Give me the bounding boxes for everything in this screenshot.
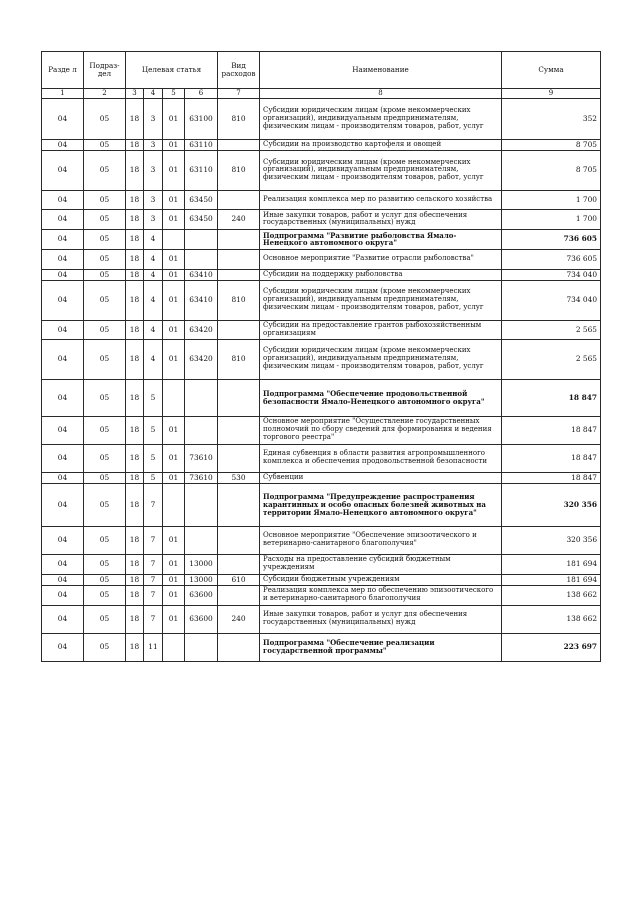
cell-cs-direction: 63450 <box>185 190 218 209</box>
cell-cs-direction <box>185 633 218 661</box>
table-row <box>42 229 601 249</box>
budget-table-sheet <box>41 51 600 662</box>
table-row <box>42 574 601 585</box>
cell-podrazdel: 05 <box>84 150 126 190</box>
table-row <box>42 483 601 526</box>
cell-razdel: 04 <box>42 483 84 526</box>
cell-cs-program: 18 <box>126 190 144 209</box>
cell-summa: 18 847 <box>502 472 601 483</box>
header-row <box>42 52 601 89</box>
cell-cs-event: 01 <box>163 150 185 190</box>
table-row <box>42 472 601 483</box>
cell-naimenovanie: Иные закупки товаров, работ и услуг для обеспечения государственных (муниципальных) нужд <box>260 209 502 229</box>
table-body <box>42 99 601 662</box>
table-row <box>42 209 601 229</box>
cell-razdel: 04 <box>42 605 84 633</box>
cell-vid-rashodov <box>218 249 260 269</box>
cell-cs-direction: 63410 <box>185 280 218 320</box>
cell-razdel: 04 <box>42 320 84 339</box>
cell-cs-event: 01 <box>163 585 185 605</box>
cell-naimenovanie: Субсидии юридическим лицам (кроме некоммерческих организаций), индивидуальным предпринимателям, физическим лицам - производителям товаров, работ, услуг <box>260 99 502 140</box>
cell-cs-event <box>163 379 185 416</box>
cell-summa: 18 847 <box>502 379 601 416</box>
cell-naimenovanie: Подпрограмма "Обеспечение реализации государственной программы" <box>260 633 502 661</box>
table-row <box>42 554 601 574</box>
cell-naimenovanie: Субвенции <box>260 472 502 483</box>
cell-cs-program: 18 <box>126 269 144 280</box>
cell-razdel: 04 <box>42 99 84 140</box>
cell-razdel: 04 <box>42 269 84 280</box>
cell-razdel: 04 <box>42 280 84 320</box>
cell-cs-direction: 63600 <box>185 585 218 605</box>
table-row <box>42 320 601 339</box>
header-podrazdel: Подраз- дел <box>84 52 126 89</box>
cell-cs-program: 18 <box>126 444 144 472</box>
cell-vid-rashodov: 530 <box>218 472 260 483</box>
cell-cs-subprogram: 4 <box>144 280 163 320</box>
cell-podrazdel: 05 <box>84 483 126 526</box>
cell-vid-rashodov <box>218 483 260 526</box>
cell-cs-direction: 63110 <box>185 150 218 190</box>
cell-cs-program: 18 <box>126 379 144 416</box>
column-number-row <box>42 89 601 99</box>
cell-summa: 18 847 <box>502 444 601 472</box>
cell-naimenovanie: Субсидии на поддержку рыболовства <box>260 269 502 280</box>
cell-naimenovanie: Основное мероприятие "Осуществление государственных полномочий по сбору сведений для формирования и ведения торгового реестра" <box>260 416 502 444</box>
cell-cs-direction: 63410 <box>185 269 218 280</box>
cell-vid-rashodov <box>218 633 260 661</box>
table-row <box>42 379 601 416</box>
cell-cs-subprogram: 5 <box>144 472 163 483</box>
column-number: 7 <box>218 89 260 99</box>
cell-cs-event: 01 <box>163 554 185 574</box>
cell-naimenovanie: Иные закупки товаров, работ и услуг для обеспечения государственных (муниципальных) нужд <box>260 605 502 633</box>
cell-cs-subprogram: 7 <box>144 574 163 585</box>
cell-vid-rashodov <box>218 585 260 605</box>
cell-cs-program: 18 <box>126 99 144 140</box>
cell-cs-event: 01 <box>163 190 185 209</box>
cell-cs-direction <box>185 229 218 249</box>
cell-vid-rashodov <box>218 526 260 554</box>
cell-podrazdel: 05 <box>84 209 126 229</box>
cell-vid-rashodov <box>218 444 260 472</box>
cell-podrazdel: 05 <box>84 269 126 280</box>
cell-summa: 181 694 <box>502 574 601 585</box>
cell-cs-program: 18 <box>126 150 144 190</box>
cell-cs-program: 18 <box>126 280 144 320</box>
cell-cs-program: 18 <box>126 554 144 574</box>
cell-summa: 736 605 <box>502 229 601 249</box>
cell-cs-direction <box>185 379 218 416</box>
column-number: 2 <box>84 89 126 99</box>
table-row <box>42 605 601 633</box>
cell-cs-event: 01 <box>163 209 185 229</box>
budget-table <box>41 51 601 662</box>
cell-cs-direction: 13000 <box>185 554 218 574</box>
cell-cs-subprogram: 3 <box>144 140 163 151</box>
cell-naimenovanie: Подпрограмма "Развитие рыболовства Ямало-Ненецкого автономного округа" <box>260 229 502 249</box>
cell-razdel: 04 <box>42 472 84 483</box>
table-row <box>42 280 601 320</box>
cell-naimenovanie: Субсидии на производство картофеля и овощей <box>260 140 502 151</box>
cell-naimenovanie: Субсидии на предоставление грантов рыбохозяйственным организациям <box>260 320 502 339</box>
cell-cs-program: 18 <box>126 574 144 585</box>
cell-razdel: 04 <box>42 140 84 151</box>
cell-cs-subprogram: 7 <box>144 605 163 633</box>
cell-vid-rashodov <box>218 554 260 574</box>
cell-naimenovanie: Основное мероприятие "Развитие отрасли рыболовства" <box>260 249 502 269</box>
table-row <box>42 249 601 269</box>
cell-cs-direction: 73610 <box>185 444 218 472</box>
cell-naimenovanie: Реализация комплекса мер по развитию сельского хозяйства <box>260 190 502 209</box>
cell-podrazdel: 05 <box>84 140 126 151</box>
cell-vid-rashodov <box>218 416 260 444</box>
table-row <box>42 190 601 209</box>
cell-cs-program: 18 <box>126 416 144 444</box>
cell-podrazdel: 05 <box>84 416 126 444</box>
cell-summa: 734 040 <box>502 280 601 320</box>
cell-cs-subprogram: 4 <box>144 229 163 249</box>
cell-podrazdel: 05 <box>84 190 126 209</box>
table-row <box>42 585 601 605</box>
cell-cs-direction: 63600 <box>185 605 218 633</box>
cell-cs-event: 01 <box>163 99 185 140</box>
cell-podrazdel: 05 <box>84 99 126 140</box>
cell-vid-rashodov: 810 <box>218 99 260 140</box>
table-row <box>42 269 601 280</box>
cell-cs-program: 18 <box>126 605 144 633</box>
cell-cs-event: 01 <box>163 280 185 320</box>
table-row <box>42 99 601 140</box>
cell-cs-subprogram: 7 <box>144 554 163 574</box>
cell-cs-event: 01 <box>163 339 185 379</box>
cell-vid-rashodov: 240 <box>218 605 260 633</box>
cell-summa: 734 040 <box>502 269 601 280</box>
cell-cs-event: 01 <box>163 444 185 472</box>
cell-razdel: 04 <box>42 339 84 379</box>
cell-cs-program: 18 <box>126 209 144 229</box>
cell-cs-direction <box>185 416 218 444</box>
cell-cs-event: 01 <box>163 526 185 554</box>
cell-podrazdel: 05 <box>84 574 126 585</box>
cell-summa: 223 697 <box>502 633 601 661</box>
cell-razdel: 04 <box>42 229 84 249</box>
cell-razdel: 04 <box>42 444 84 472</box>
cell-podrazdel: 05 <box>84 472 126 483</box>
cell-podrazdel: 05 <box>84 526 126 554</box>
cell-summa: 8 705 <box>502 140 601 151</box>
table-row <box>42 416 601 444</box>
header-vid-rashodov: Вид расходов <box>218 52 260 89</box>
cell-cs-direction: 63420 <box>185 320 218 339</box>
cell-podrazdel: 05 <box>84 554 126 574</box>
cell-summa: 1 700 <box>502 209 601 229</box>
cell-summa: 2 565 <box>502 339 601 379</box>
cell-razdel: 04 <box>42 416 84 444</box>
column-number: 8 <box>260 89 502 99</box>
cell-podrazdel: 05 <box>84 229 126 249</box>
cell-naimenovanie: Единая субвенция в области развития агропромышленного комплекса и обеспечения продовольственной безопасности <box>260 444 502 472</box>
cell-cs-event: 01 <box>163 472 185 483</box>
cell-summa: 138 662 <box>502 585 601 605</box>
cell-cs-subprogram: 3 <box>144 190 163 209</box>
cell-cs-subprogram: 5 <box>144 379 163 416</box>
cell-vid-rashodov: 810 <box>218 280 260 320</box>
cell-cs-program: 18 <box>126 585 144 605</box>
cell-cs-event: 01 <box>163 605 185 633</box>
cell-summa: 320 356 <box>502 483 601 526</box>
cell-cs-subprogram: 7 <box>144 585 163 605</box>
cell-cs-subprogram: 3 <box>144 209 163 229</box>
cell-cs-subprogram: 5 <box>144 416 163 444</box>
cell-cs-direction: 73610 <box>185 472 218 483</box>
cell-cs-event <box>163 229 185 249</box>
cell-razdel: 04 <box>42 526 84 554</box>
cell-cs-direction: 63100 <box>185 99 218 140</box>
cell-razdel: 04 <box>42 379 84 416</box>
cell-cs-subprogram: 7 <box>144 483 163 526</box>
cell-naimenovanie: Субсидии юридическим лицам (кроме некоммерческих организаций), индивидуальным предпринимателям, физическим лицам - производителям товаров, работ, услуг <box>260 150 502 190</box>
cell-summa: 18 847 <box>502 416 601 444</box>
cell-cs-event: 01 <box>163 249 185 269</box>
cell-vid-rashodov: 610 <box>218 574 260 585</box>
header-naimenovanie: Наименование <box>260 52 502 89</box>
cell-razdel: 04 <box>42 209 84 229</box>
header-summa: Сумма <box>502 52 601 89</box>
cell-cs-program: 18 <box>126 320 144 339</box>
cell-cs-direction: 63450 <box>185 209 218 229</box>
cell-razdel: 04 <box>42 633 84 661</box>
cell-podrazdel: 05 <box>84 379 126 416</box>
cell-podrazdel: 05 <box>84 320 126 339</box>
cell-vid-rashodov: 240 <box>218 209 260 229</box>
cell-summa: 736 605 <box>502 249 601 269</box>
cell-cs-event: 01 <box>163 320 185 339</box>
cell-cs-event: 01 <box>163 140 185 151</box>
cell-naimenovanie: Подпрограмма "Обеспечение продовольственной безопасности Ямало-Ненецкого автономного округа" <box>260 379 502 416</box>
cell-summa: 1 700 <box>502 190 601 209</box>
cell-summa: 138 662 <box>502 605 601 633</box>
cell-podrazdel: 05 <box>84 444 126 472</box>
cell-naimenovanie: Субсидии бюджетным учреждениям <box>260 574 502 585</box>
cell-cs-program: 18 <box>126 339 144 379</box>
cell-naimenovanie: Реализация комплекса мер по обеспечению эпизоотического и ветеринарно-санитарного благополучия <box>260 585 502 605</box>
cell-podrazdel: 05 <box>84 585 126 605</box>
cell-cs-subprogram: 5 <box>144 444 163 472</box>
cell-cs-subprogram: 4 <box>144 269 163 280</box>
cell-vid-rashodov <box>218 229 260 249</box>
cell-summa: 352 <box>502 99 601 140</box>
cell-cs-direction: 63110 <box>185 140 218 151</box>
cell-vid-rashodov <box>218 269 260 280</box>
column-number: 9 <box>502 89 601 99</box>
cell-razdel: 04 <box>42 190 84 209</box>
cell-vid-rashodov <box>218 320 260 339</box>
cell-vid-rashodov: 810 <box>218 150 260 190</box>
cell-cs-subprogram: 3 <box>144 150 163 190</box>
column-number: 4 <box>144 89 163 99</box>
cell-podrazdel: 05 <box>84 605 126 633</box>
cell-cs-event: 01 <box>163 269 185 280</box>
table-row <box>42 140 601 151</box>
cell-summa: 8 705 <box>502 150 601 190</box>
cell-cs-event: 01 <box>163 574 185 585</box>
header-razdel: Разде л <box>42 52 84 89</box>
table-row <box>42 444 601 472</box>
cell-cs-direction <box>185 526 218 554</box>
cell-razdel: 04 <box>42 554 84 574</box>
column-number: 6 <box>185 89 218 99</box>
cell-cs-program: 18 <box>126 140 144 151</box>
cell-cs-program: 18 <box>126 472 144 483</box>
cell-razdel: 04 <box>42 574 84 585</box>
column-number: 3 <box>126 89 144 99</box>
cell-podrazdel: 05 <box>84 633 126 661</box>
table-row <box>42 526 601 554</box>
cell-cs-program: 18 <box>126 633 144 661</box>
table-row <box>42 633 601 661</box>
cell-podrazdel: 05 <box>84 280 126 320</box>
cell-cs-subprogram: 4 <box>144 320 163 339</box>
cell-razdel: 04 <box>42 249 84 269</box>
cell-naimenovanie: Субсидии юридическим лицам (кроме некоммерческих организаций), индивидуальным предпринимателям, физическим лицам - производителям товаров, работ, услуг <box>260 280 502 320</box>
cell-cs-program: 18 <box>126 229 144 249</box>
cell-razdel: 04 <box>42 585 84 605</box>
cell-naimenovanie: Подпрограмма "Предупреждение распространения карантинных и особо опасных болезней животных на территории Ямало-Ненецкого автономного округа" <box>260 483 502 526</box>
column-number: 1 <box>42 89 84 99</box>
cell-cs-program: 18 <box>126 483 144 526</box>
cell-cs-subprogram: 7 <box>144 526 163 554</box>
cell-razdel: 04 <box>42 150 84 190</box>
cell-cs-event: 01 <box>163 416 185 444</box>
cell-cs-program: 18 <box>126 249 144 269</box>
cell-naimenovanie: Субсидии юридическим лицам (кроме некоммерческих организаций), индивидуальным предпринимателям, физическим лицам - производителям товаров, работ, услуг <box>260 339 502 379</box>
cell-cs-direction: 13000 <box>185 574 218 585</box>
cell-cs-subprogram: 11 <box>144 633 163 661</box>
cell-vid-rashodov <box>218 190 260 209</box>
table-row <box>42 339 601 379</box>
cell-summa: 320 356 <box>502 526 601 554</box>
cell-cs-direction <box>185 483 218 526</box>
table-row <box>42 150 601 190</box>
cell-cs-subprogram: 3 <box>144 99 163 140</box>
cell-cs-event <box>163 633 185 661</box>
cell-cs-direction <box>185 249 218 269</box>
cell-cs-subprogram: 4 <box>144 339 163 379</box>
cell-podrazdel: 05 <box>84 249 126 269</box>
cell-podrazdel: 05 <box>84 339 126 379</box>
cell-vid-rashodov: 810 <box>218 339 260 379</box>
cell-naimenovanie: Расходы на предоставление субсидий бюджетным учреждениям <box>260 554 502 574</box>
cell-summa: 181 694 <box>502 554 601 574</box>
cell-vid-rashodov <box>218 379 260 416</box>
cell-vid-rashodov <box>218 140 260 151</box>
cell-cs-event <box>163 483 185 526</box>
cell-cs-subprogram: 4 <box>144 249 163 269</box>
cell-cs-direction: 63420 <box>185 339 218 379</box>
cell-naimenovanie: Основное мероприятие "Обеспечение эпизоотического и ветеринарно-санитарного благополучия" <box>260 526 502 554</box>
header-celevaya-statya: Целевая статья <box>126 52 218 89</box>
cell-cs-program: 18 <box>126 526 144 554</box>
cell-summa: 2 565 <box>502 320 601 339</box>
column-number: 5 <box>163 89 185 99</box>
